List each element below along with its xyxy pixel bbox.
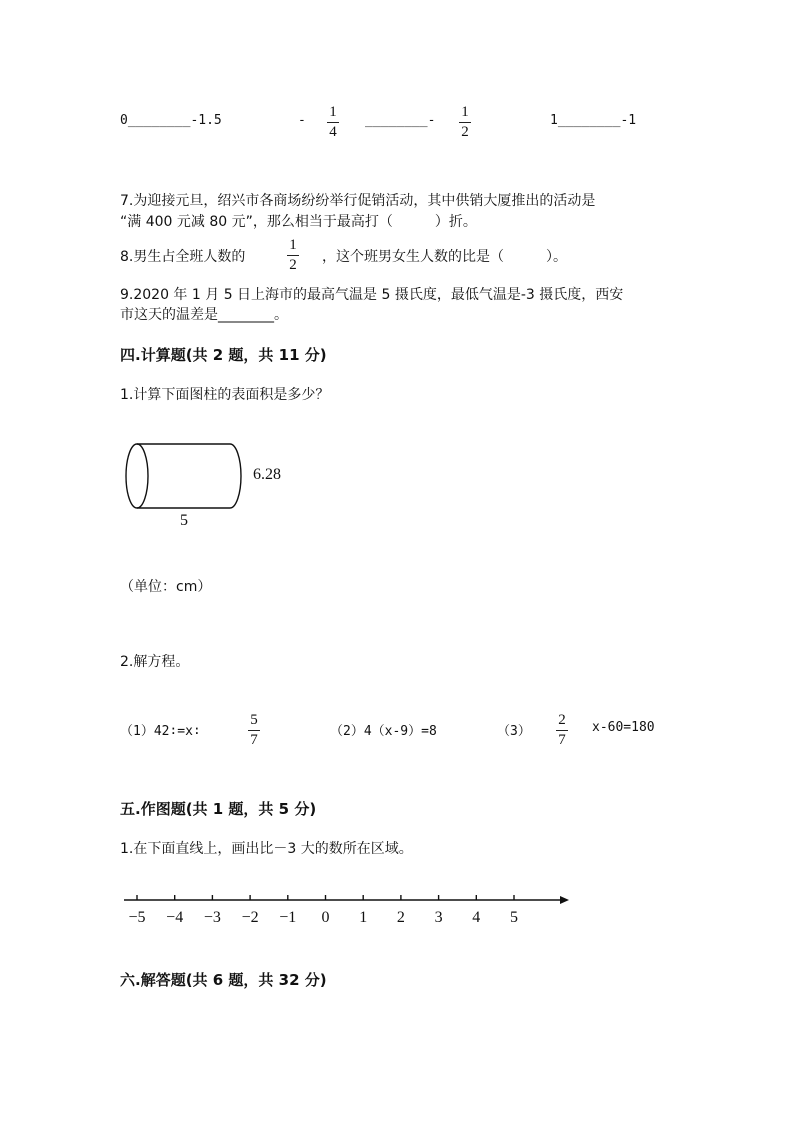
q8-prefix: 8.男生占全班人数的 (120, 249, 246, 265)
fraction-numerator: 1 (289, 237, 297, 253)
fraction-numerator: 5 (250, 712, 258, 728)
cylinder-right-arc (230, 444, 241, 508)
number-line-label: −3 (203, 909, 221, 926)
q8-fraction (287, 237, 299, 274)
equation-2: （2）4（x-9）=8 (330, 724, 437, 739)
section4-title: 四.计算题(共 2 题，共 11 分) (120, 346, 327, 364)
compare-b-blank: ________- (365, 113, 436, 128)
fraction-denominator: 2 (289, 257, 297, 273)
section4-q2: 2.解方程。 (120, 654, 190, 670)
cylinder-height-label: 6.28 (253, 466, 281, 483)
number-line-label: −4 (166, 909, 184, 926)
fraction-bar (287, 255, 299, 256)
fraction-denominator: 4 (329, 124, 337, 140)
number-line-label: −5 (128, 909, 146, 926)
cylinder-left-face (126, 444, 148, 508)
compare-c: 1________-1 (550, 113, 637, 128)
equation-3-prefix: （3） (497, 724, 531, 739)
number-line-label: 3 (434, 909, 443, 926)
number-line-label: −2 (241, 909, 259, 926)
cylinder-figure (118, 436, 308, 536)
q8-suffix: ，这个班男女生人数的比是（ ）。 (322, 249, 567, 265)
equation-3-fraction (556, 712, 568, 749)
number-line-label: 4 (472, 909, 481, 926)
q9-line2: 市这天的温差是________。 (120, 307, 288, 323)
q9-line1: 9.2020 年 1 月 5 日上海市的最高气温是 5 摄氏度，最低气温是-3 摄氏度，西安 (120, 287, 624, 303)
number-line-label: −1 (279, 909, 297, 926)
fraction-numerator: 2 (558, 712, 566, 728)
section5-q1: 1.在下面直线上，画出比－3 大的数所在区域。 (120, 841, 413, 857)
fraction-numerator: 1 (461, 104, 469, 120)
number-line-label: 2 (396, 909, 405, 926)
q7-line1: 7.为迎接元旦，绍兴市各商场纷纷举行促销活动，其中供销大厦推出的活动是 (120, 193, 596, 209)
section4-q1: 1.计算下面图柱的表面积是多少？ (120, 387, 330, 403)
number-line (120, 888, 580, 938)
equation-1-prefix: （1）42∶=x∶ (120, 724, 201, 739)
compare-a: 0________-1.5 (120, 113, 222, 128)
section5-title: 五.作图题(共 1 题，共 5 分) (120, 800, 317, 818)
compare-b-fraction-1 (327, 104, 339, 141)
cylinder-length-label: 5 (180, 512, 188, 529)
fraction-bar (327, 122, 339, 123)
fraction-bar (248, 730, 260, 731)
equation-3-suffix: x-60=180 (592, 720, 655, 735)
section6-title: 六.解答题(共 6 题，共 32 分) (120, 971, 327, 989)
q7-line2: “满 400 元减 80 元”，那么相当于最高打（ ）折。 (120, 214, 477, 230)
fraction-denominator: 2 (461, 124, 469, 140)
number-line-label: 5 (510, 909, 518, 926)
number-line-arrow (560, 896, 569, 904)
number-line-label: 1 (359, 909, 368, 926)
equation-1-fraction (248, 712, 260, 749)
fraction-denominator: 7 (558, 732, 566, 748)
fraction-denominator: 7 (250, 732, 258, 748)
fraction-bar (556, 730, 568, 731)
number-line-label: 0 (321, 909, 330, 926)
unit-note: （单位：cm） (120, 579, 212, 595)
fraction-bar (459, 122, 471, 123)
compare-b-fraction-2 (459, 104, 471, 141)
number-line-labels (128, 909, 518, 926)
compare-b-minus: - (298, 113, 306, 128)
fraction-numerator: 1 (329, 104, 337, 120)
